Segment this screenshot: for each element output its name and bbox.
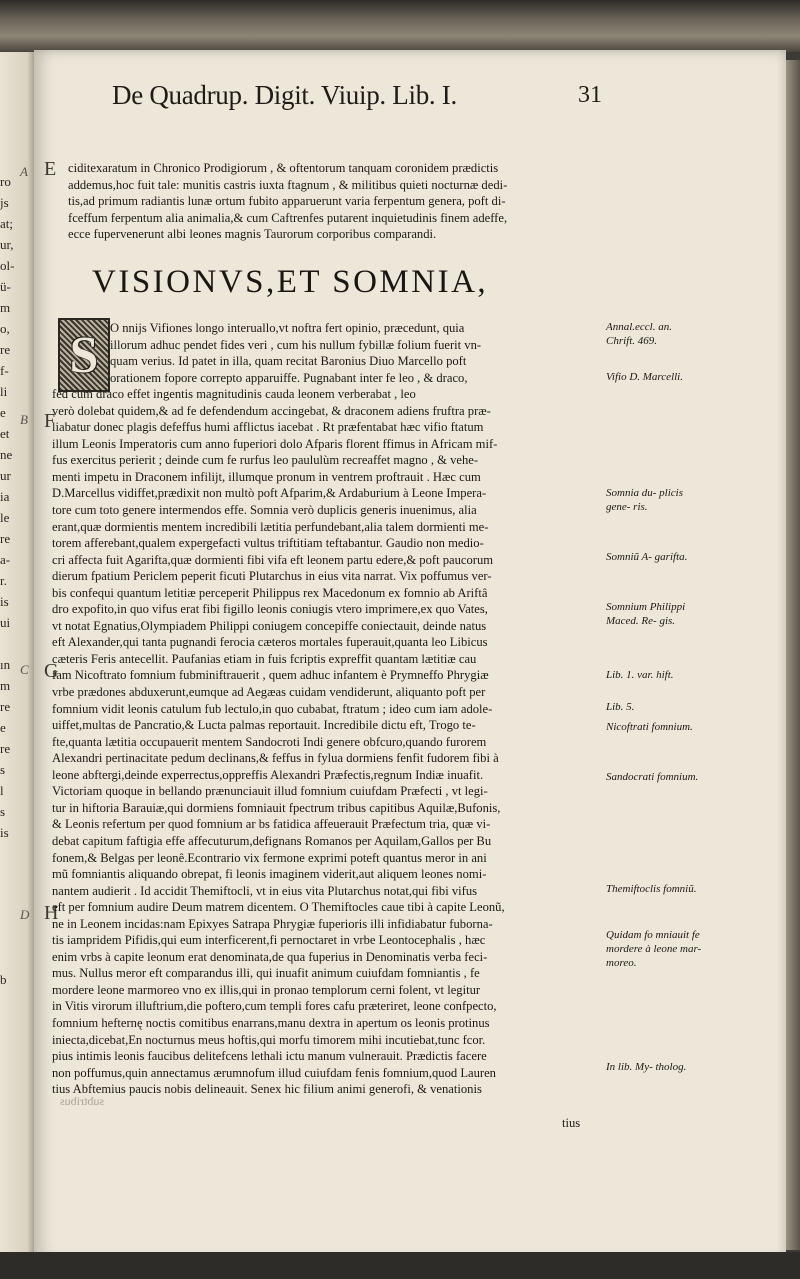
text-line: dierum fpatium Periclem peperit ficuti Plutarchus in eius vita narrat. Vix poffumus ver-: [52, 569, 492, 584]
facing-page-fragment: ro: [0, 174, 11, 189]
facing-page-fragment: f-: [0, 363, 9, 378]
text-line: ne in Leonem incidas:nam Epixyes Satrapa Phrygiæ fuperioris illi infidiabatur fuborna-: [52, 916, 493, 931]
section-letter-f: F: [44, 410, 56, 432]
text-line: fed cum draco effet ingentis magnitudinis cauda leonem verberabat , leo: [52, 387, 416, 402]
text-line: ciditexaratum in Chronico Prodigiorum , & oftentorum tanquam coronidem prædictis: [68, 161, 499, 175]
facing-page-fragment: o,: [0, 321, 10, 336]
facing-page-fragment: e: [0, 405, 6, 420]
facing-page-fragment: is: [0, 825, 9, 840]
text-line: Alexandri pertinacitate pedum declinans,& feffus in fylua dormiens fenfit fudorem fibi à: [52, 751, 499, 766]
margin-note: In lib. My- tholog.: [606, 1061, 687, 1073]
text-line: eft per fomnium audire Deum matrem dicentem. O Themiftocles caue tibi à capite Leonũ,: [52, 900, 505, 915]
text-line: fomnium vidit leonis catulum fub lectulo,in quo cubabat, ftratum ; ideo cum iam adole-: [52, 701, 493, 716]
text-line: fonem,& Belgas per leonê.Econtrario vix fermone exprimi poteft quantus meror in ani: [52, 850, 487, 865]
scan-bottom-shadow: [0, 1252, 800, 1279]
facing-page-fragment: js: [0, 195, 9, 210]
intro-paragraph: [68, 160, 600, 243]
margin-note: Themiftoclis fomniũ.: [606, 883, 697, 895]
text-line: D.Marcellus vidiffet,prædixit non multò poft Afparim,& Ardaburium à Leone Impera-: [52, 486, 487, 501]
text-line: liabatur donec plagis defeffus humi afflictus iacebat . Rt præfentabat hæc vifio ftatum: [52, 420, 484, 435]
text-line: enim vrbs à capite leonum erat denominata,de qua fuperius in Denominatis verba feci-: [52, 949, 488, 964]
facing-page-fragment: r.: [0, 573, 7, 588]
text-line: orationem fopore correpto apparuiffe. Pugnabant inter fe leo , & draco,: [110, 370, 468, 385]
facing-page-fragment: s: [0, 804, 6, 819]
book-spine: [0, 0, 800, 52]
facing-page-fragment: et: [0, 426, 10, 441]
facing-page-fragment: ol-: [0, 258, 15, 273]
text-line: leone abftergi,deinde experrectus,oppreffis Alexandri Præfectis,regnum Indiæ inuafit.: [52, 767, 484, 782]
facing-page-section-letter: B: [20, 412, 28, 427]
text-line: fceffum ferpentum alia animalia,& cum Caftrenfes putarent inquietudinis finem adeffe,: [68, 210, 508, 225]
text-line: cæteris Feris antecellit. Paufanias etiam in fuis fcriptis expreffit quantam lætitiæ cau: [52, 651, 477, 666]
facing-page-fragment: ın: [0, 657, 11, 672]
facing-page-fragment: at;: [0, 216, 13, 231]
margin-note: Lib. 1. var. hift.: [606, 669, 674, 681]
text-line: eft Alexander,qui tanta pugnandi ferocia cæteros mortales fuperauit,quanta leo Libicus: [52, 635, 488, 650]
facing-page-fragment: ui: [0, 615, 11, 630]
facing-page-fragment: s: [0, 762, 6, 777]
facing-page-fragment: ü-: [0, 279, 11, 294]
facing-page-fragment: re: [0, 531, 11, 546]
text-line: menti impetu in Draconem infilijt, illumque pronum in ventrem proftrauit . Hæc cum: [52, 469, 481, 484]
margin-note: Somniũ A- garifta.: [606, 551, 688, 563]
text-line: verò dolebat quidem,& ad fe defendendum accingebat, & draconem adiens fruftra præ-: [52, 403, 491, 418]
section-heading: VISIONVS,ET SOMNIA,: [92, 264, 489, 300]
margin-note: Somnia du- plicis gene- ris.: [606, 487, 683, 513]
facing-page-fragment: m: [0, 678, 11, 693]
text-line: cri affecta fuit Agarifta,quæ dormienti fibi vifa eft leonem partu edere,& poft paucorum: [52, 552, 494, 567]
facing-page-fragment: re: [0, 699, 11, 714]
facing-page-section-letter: A: [20, 164, 28, 179]
facing-page-fragment: re: [0, 741, 11, 756]
text-line: O nnijs Vifiones longo interuallo,vt noftra fert opinio, præcedunt, quia: [110, 321, 465, 335]
text-line: tis iampridem Pifidis,qui eum interficerent,fi pernoctaret in vrbe Leontocephalis , hæc: [52, 933, 486, 948]
text-line: erant,quæ dormientis mentem incredibili lætitia perfundebant,alia talem dormienti me-: [52, 519, 489, 534]
margin-note: Sandocrati fomnium.: [606, 771, 699, 783]
initial-letter: S: [69, 326, 99, 384]
margin-note: Vifio D. Marcelli.: [606, 371, 683, 383]
text-line: tius Abftemius paucis nobis delineauit. Senex hic filium animi generofi, & venationis: [52, 1082, 482, 1097]
text-line: pius intimis leonis faucibus delitefcens lethali ictu manum vulnerauit. Prædictis facere: [52, 1049, 487, 1064]
facing-page-fragment: ur: [0, 468, 11, 483]
margin-note: Lib. 5.: [606, 701, 635, 713]
page-number: 31: [578, 82, 602, 108]
text-line: iniecta,dicebat,En nocturnus meus hoftis,qui morfu timorem mihi incutiebat,tunc fcor.: [52, 1032, 486, 1047]
facing-page-fragment: ne: [0, 447, 13, 462]
catchword: tius: [562, 1116, 581, 1130]
facing-page-fragment: ia: [0, 489, 10, 504]
text-line: fam Nicoftrato fomnium fubminiftrauerit , quem adhuc infantem è Prymneffo Phrygiæ: [52, 668, 489, 683]
facing-page-fragment: e: [0, 720, 6, 735]
facing-page-section-letter: C: [20, 662, 29, 677]
bleed-through-text: subtribus: [60, 1094, 105, 1108]
text-line: ecce fupervenerunt albi leones magnis Taurorum corporibus comparandi.: [68, 227, 437, 242]
facing-page-section-letter: D: [20, 907, 30, 922]
margin-note: Somnium Philippi Maced. Re- gis.: [606, 601, 686, 627]
page-fore-edge: [786, 60, 800, 1250]
text-line: dro expofito,in quo vifus erat fibi figillo leonis coniugis vtero imprimere,ex quo Vates,: [52, 602, 488, 617]
facing-page-fragment: le: [0, 510, 10, 525]
facing-page-fragment: b: [0, 972, 7, 987]
margin-note: Annal.eccl. an. Chrift. 469.: [606, 321, 672, 347]
text-line: illum Leonis Imperatoris cum anno fuperiori dolo Afparis florent ffimus in Africam mif-: [52, 436, 498, 451]
text-line: vrbe prædones abduxerunt,eumque ad Aegæas cuidam vendiderunt, aliquanto poft per: [52, 685, 486, 700]
text-line: in Vitis virorum illuftrium,die poftero,cum templi fores cafu præteriret, leone confpecto,: [52, 999, 497, 1014]
margin-note: Quidam fo mniauit fe mordere à leone mar- moreo.: [606, 929, 702, 969]
section-letter-h: H: [44, 902, 59, 924]
text-line: bis confequi quantum letitiæ perceperit Philippus rex Macedonum ex fomnio ab Ariftâ: [52, 585, 488, 600]
text-line: mũ fomniantis aliquando obrepat, fi leonis imaginem viderit,aut aliquem leones nomi-: [52, 867, 487, 882]
facing-page-fragment: a-: [0, 552, 11, 567]
text-line: nantem audierit . Id accidit Themiftocli, vt in eius vita Plutarchus notat,qui fibi vifus: [52, 883, 478, 898]
text-line: fomnium hefternę noctis comitibus enarrans,manu dextra in apertum os leonis protinus: [52, 1015, 490, 1030]
text-line: fte,quanta lætitia occupauerit mentem Sandocroti Indi genere obfcuro,quando furorem: [52, 734, 487, 749]
facing-page-fragment: ur,: [0, 237, 14, 252]
text-line: tore cum toto genere intermendos effe. Somnia verò duplicis generis inuenimus, alia: [52, 503, 477, 518]
main-body-text: [52, 320, 602, 1098]
facing-page-fragment: m: [0, 300, 11, 315]
facing-page-fragment: li: [0, 384, 8, 399]
text-line: quam verius. Id patet in illa, quam recitat Baronius Diuo Marcello poft: [110, 354, 467, 369]
text-line: debat capitum faftigia effe affecuturum,defignans Romanos per Aquilam,Gallos per Bu: [52, 833, 492, 848]
text-line: non poffumus,quin annectamus ærumnofum illud cuiufdam fenis fomnium,quod Lauren: [52, 1065, 496, 1080]
running-head: De Quadrup. Digit. Viuip. Lib. I.: [112, 80, 457, 110]
text-line: Victoriam quoque in bellando prænunciauit illud fomnium cuiufdam Præfecti , vt legi-: [52, 784, 488, 799]
text-line: torem afferebant,qualem expergefacti vultus triftitiam teftabantur. Gaudio non medio-: [52, 536, 484, 551]
text-line: tis,ad primum radiantis lunæ ortum fubito apparuerunt varia ferpentum genera, poft di-: [68, 194, 506, 209]
facing-page-fragment: is: [0, 594, 9, 609]
margin-note: Nicoftrati fomnium.: [606, 721, 693, 733]
text-line: mus. Nullus meror eft comparandus illi, qui inuafit animum cuiufdam fomniantis , fe: [52, 966, 480, 981]
text-line: uiffet,multas de Pancratio,& Lucta palmas reportauit. Incredibile dictu eft, Trogo te-: [52, 718, 476, 733]
facing-page-fragment: re: [0, 342, 11, 357]
section-letter-e: E: [44, 158, 57, 180]
section-letter-g: G: [44, 660, 59, 682]
facing-page-fragment: l: [0, 783, 4, 798]
text-line: fus exercitus perierit ; deinde cum fe rurfus leo paululùm recreaffet magno , & vehe-: [52, 453, 479, 468]
text-line: & Leonis refertum per quod fomnium ar bs fatidica affeuerauit Præfectum tria, quæ vi-: [52, 817, 491, 832]
text-line: mordere leone marmoreo vno ex illis,qui in pronao templorum cerni folent, vt legitur: [52, 982, 481, 997]
text-line: addemus,hoc fuit tale: munitis castris iuxta ftagnum , & militibus quieti nocturnæ dedi-: [68, 177, 508, 192]
text-line: illorum adhuc pendet fides veri , cum his nullum fybillæ folium fuerit vn-: [110, 337, 482, 352]
text-line: tur in hiftoria Barauiæ,qui dormiens fomniauit fpectrum tribus capitibus Aquilæ,Bufonis,: [52, 800, 501, 815]
text-line: vt notat Egnatius,Olympiadem Philippi coniugem concepiffe coniectauit, deinde natus: [52, 618, 487, 633]
facing-page-edge: [0, 52, 34, 1252]
